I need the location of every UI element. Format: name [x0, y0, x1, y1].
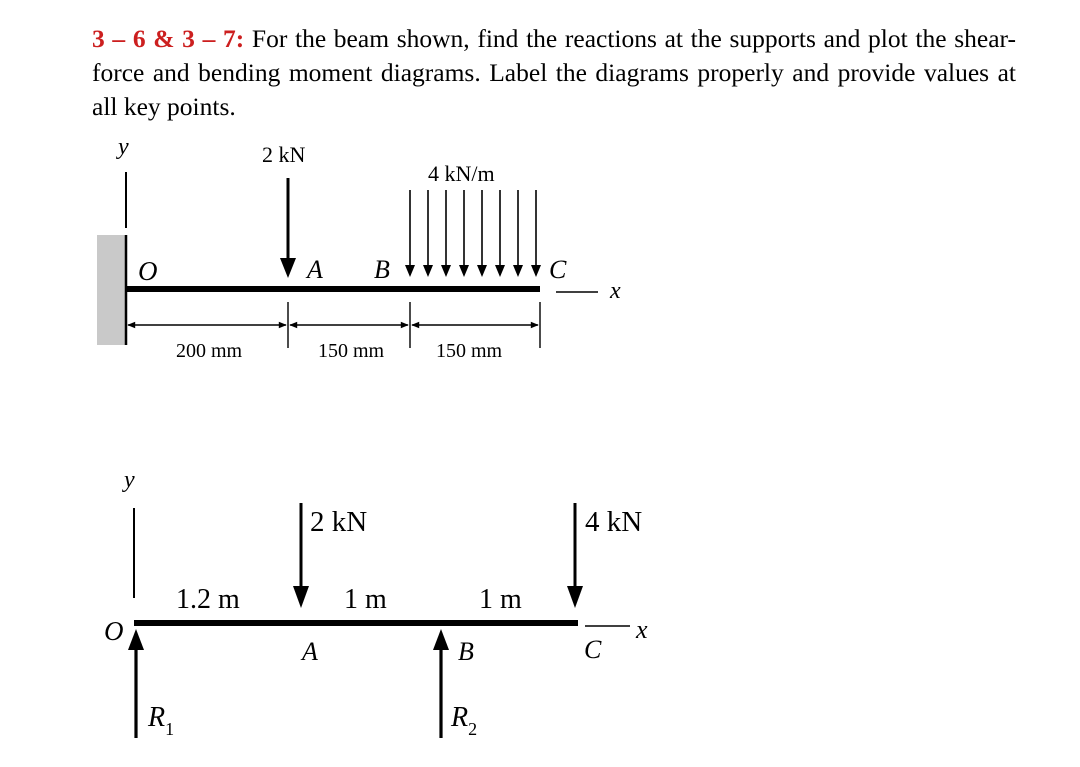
- point-a-label-top: A: [307, 255, 323, 284]
- reaction-r1-label: $R_1$: [148, 702, 175, 739]
- dimension-label-1-top: 200 mm: [176, 340, 243, 362]
- distributed-load-label: 4 kN/m: [428, 161, 495, 186]
- problem-number: 3 – 6 & 3 – 7:: [92, 24, 245, 53]
- dimension-label-3-bottom: 1 m: [479, 584, 522, 615]
- point-a-label-bottom: A: [302, 637, 318, 666]
- dimension-label-2-top: 150 mm: [318, 340, 385, 362]
- load-c-arrow-head: [567, 586, 583, 608]
- origin-label-top: O: [138, 256, 158, 286]
- reaction-r2-label: $R_2$: [451, 702, 478, 739]
- fixed-support-wall: [97, 235, 126, 345]
- distributed-load-arrows: [405, 190, 541, 277]
- point-c-label-bottom: C: [584, 635, 602, 664]
- figure-bottom: [104, 467, 648, 739]
- dimension-label-2-bottom: 1 m: [344, 584, 387, 615]
- y-axis-label-top: y: [118, 134, 129, 160]
- problem-text: For the beam shown, find the reactions at the supports and plot the shear-force and bending moment diagrams. Label the diagrams properly and provide values at all key points.: [92, 24, 1016, 121]
- x-axis-label-bottom: x: [636, 615, 648, 644]
- figure-top: [97, 134, 621, 362]
- reaction-r1-arrow-head: [128, 629, 144, 650]
- point-c-label-top: C: [549, 255, 567, 284]
- x-axis-label-top: x: [610, 278, 621, 304]
- load-c-label: 4 kN: [585, 506, 643, 538]
- dimension-label-1-bottom: 1.2 m: [176, 584, 240, 615]
- origin-label-bottom: O: [104, 616, 124, 646]
- point-load-label-top: 2 kN: [262, 142, 306, 167]
- load-a-label: 2 kN: [310, 506, 368, 538]
- point-b-label-top: B: [374, 255, 390, 284]
- y-axis-label-bottom: y: [124, 467, 135, 493]
- point-load-arrow-head: [280, 258, 296, 278]
- dimension-label-3-top: 150 mm: [436, 340, 503, 362]
- reaction-r2-arrow-head: [433, 629, 449, 650]
- point-b-label-bottom: B: [458, 637, 474, 666]
- load-a-arrow-head: [293, 586, 309, 608]
